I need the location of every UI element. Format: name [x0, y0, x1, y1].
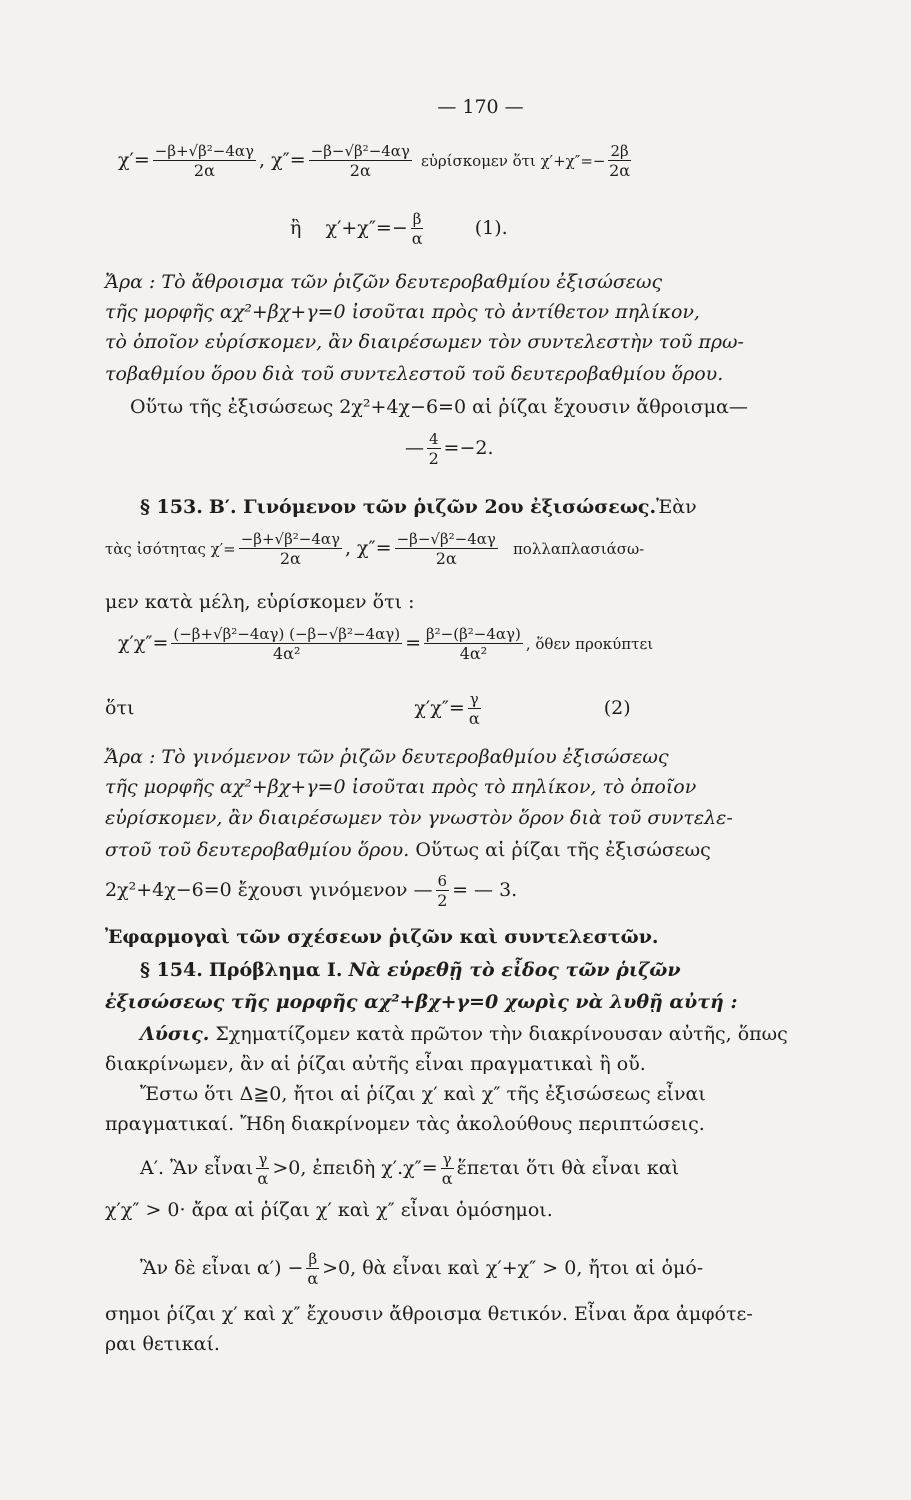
page-number: — 170 —	[437, 96, 524, 118]
equation-2: ὅτι χ′χ″= $\frac{\gamma}{\alpha}$ (2)	[105, 690, 631, 728]
case-a1-line1: Ἂν δὲ εἶναι α′) − $\frac{\beta}{\alpha}$ >0, θὰ εἶναι καὶ χ′+χ″ > 0, ἤτοι αἱ ὁμό-	[140, 1250, 704, 1288]
example-sum-result: — $\frac{4}{2}$ =−2.	[405, 430, 494, 468]
rule-sum-line2: τῆς μορφῆς αχ²+βχ+γ=0 ἰσοῦται πρὸς τὸ ἀντίθετον πηλίκον,	[105, 301, 700, 323]
rule-product-line2: τῆς μορφῆς αχ²+βχ+γ=0 ἰσοῦται πρὸς τὸ πηλίκον, τὸ ὁποῖον	[105, 776, 697, 798]
roots-formula-sum: χ′= $\frac{\text{−β+√β²−4αγ}}{2\alpha}$ , χ″= $\frac{\text{−β−√β²−4αγ}}{2\alpha}$ εὑρίσκομεν ὅτι χ′+χ″=− $\frac{2\beta}{2\alpha}$	[118, 142, 631, 180]
solution-line4: πραγματικαί. Ἤδη διακρίνομεν τὰς ἀκολούθους περιπτώσεις.	[105, 1113, 705, 1135]
equation-label-2: (2)	[603, 697, 631, 719]
roots-formula-product: τὰς ἰσότητας χ′= $\frac{\text{−β+√β²−4αγ}}{2\alpha}$ , χ″= $\frac{\text{−β−√β²−4αγ}}{2\alpha}$ πολλαπλασιάσω-	[105, 530, 645, 568]
fraction-sum: $\frac{2\beta}{2\alpha}$	[609, 142, 631, 180]
rule-product-line4: στοῦ τοῦ δευτεροβαθμίου ὅρου. Οὕτως αἱ ῥίζαι τῆς ἐξισώσεως	[105, 839, 711, 861]
fraction-root2: $\frac{\text{−β−√β²−4αγ}}{2\alpha}$	[310, 142, 410, 180]
applications-heading: Ἐφαρμογαὶ τῶν σχέσεων ῥιζῶν καὶ συντελεστῶν.	[105, 926, 659, 948]
solution-line2: διακρίνωμεν, ἂν αἱ ῥίζαι αὐτῆς εἶναι πραγματικαὶ ἢ οὔ.	[105, 1053, 646, 1075]
product-derivation: χ′χ″= $\frac{\text{(−β+√β²−4αγ) (−β−√β²−4αγ)}}{\text{4α²}}$ = $\frac{\text{β²−(β²−4αγ)}}{\text{4α²}}$ , ὅθεν προκύπτει	[118, 625, 654, 663]
rule-product-line3: εὑρίσκομεν, ἂν διαιρέσωμεν τὸν γνωστὸν ὅρον διὰ τοῦ συντελε-	[105, 807, 733, 829]
multiply-line: μεν κατὰ μέλη, εὑρίσκομεν ὅτι :	[105, 591, 415, 613]
equation-label-1: (1).	[474, 217, 508, 239]
equation-1: ἢ χ′+χ″=− $\frac{\beta}{\alpha}$ (1).	[290, 210, 508, 248]
case-a1-line2: σημοι ῥίζαι χ′ καὶ χ″ ἔχουσιν ἄθροισμα θετικόν. Εἶναι ἄρα ἀμφότε-	[105, 1303, 753, 1325]
fraction-root1: $\frac{\text{−β+√β²−4αγ}}{2\alpha}$	[154, 142, 255, 180]
example-product: 2χ²+4χ−6=0 ἔχουσι γινόμενον — $\frac{6}{2}$ = — 3.	[105, 872, 518, 910]
rule-sum-line4: τοβαθμίου ὅρου διὰ τοῦ συντελεστοῦ τοῦ δευτεροβαθμίου ὅρου.	[105, 363, 724, 385]
rule-product-line1: Ἄρα : Τὸ γινόμενον τῶν ῥιζῶν δευτεροβαθμίου ἐξισώσεως	[105, 746, 669, 768]
rule-sum-line3: τὸ ὁποῖον εὑρίσκομεν, ἂν διαιρέσωμεν τὸν συντελεστὴν τοῦ πρω-	[105, 331, 744, 353]
section-154-problem: ἐξισώσεως τῆς μορφῆς αχ²+βχ+γ=0 χωρὶς νὰ λυθῇ αὐτή :	[105, 991, 738, 1013]
solution-line3: Ἔστω ὅτι Δ≧0, ἤτοι αἱ ῥίζαι χ′ καὶ χ″ τῆς ἐξισώσεως εἶναι	[140, 1083, 706, 1105]
section-153-heading: § 153. Β′. Γινόμενον τῶν ῥιζῶν 2ου ἐξισώσεως.Ἐὰν	[140, 496, 697, 518]
case-a1-line3: ραι θετικαί.	[105, 1333, 220, 1355]
example-sum-text: Οὕτω τῆς ἐξισώσεως 2χ²+4χ−6=0 αἱ ῥίζαι ἔχουσιν ἄθροισμα—	[130, 396, 748, 418]
section-154-heading: § 154. Πρόβλημα Ι. Νὰ εὑρεθῇ τὸ εἶδος τῶν ῥιζῶν	[140, 959, 681, 981]
solution-line1: Λύσις. Σχηματίζομεν κατὰ πρῶτον τὴν διακρίνουσαν αὐτῆς, ὅπως	[140, 1023, 788, 1045]
rule-sum-line1: Ἄρα : Τὸ ἄθροισμα τῶν ῥιζῶν δευτεροβαθμίου ἐξισώσεως	[105, 271, 663, 293]
case-a-line1: Α′. Ἂν εἶναι $\frac{\gamma}{\alpha}$ >0, ἐπειδὴ χ′.χ″= $\frac{\gamma}{\alpha}$ ἕπεται ὅτι θὰ εἶναι καὶ	[140, 1150, 680, 1188]
case-a-line2: χ′χ″ > 0· ἄρα αἱ ῥίζαι χ′ καὶ χ″ εἶναι ὁμόσημοι.	[105, 1199, 553, 1221]
